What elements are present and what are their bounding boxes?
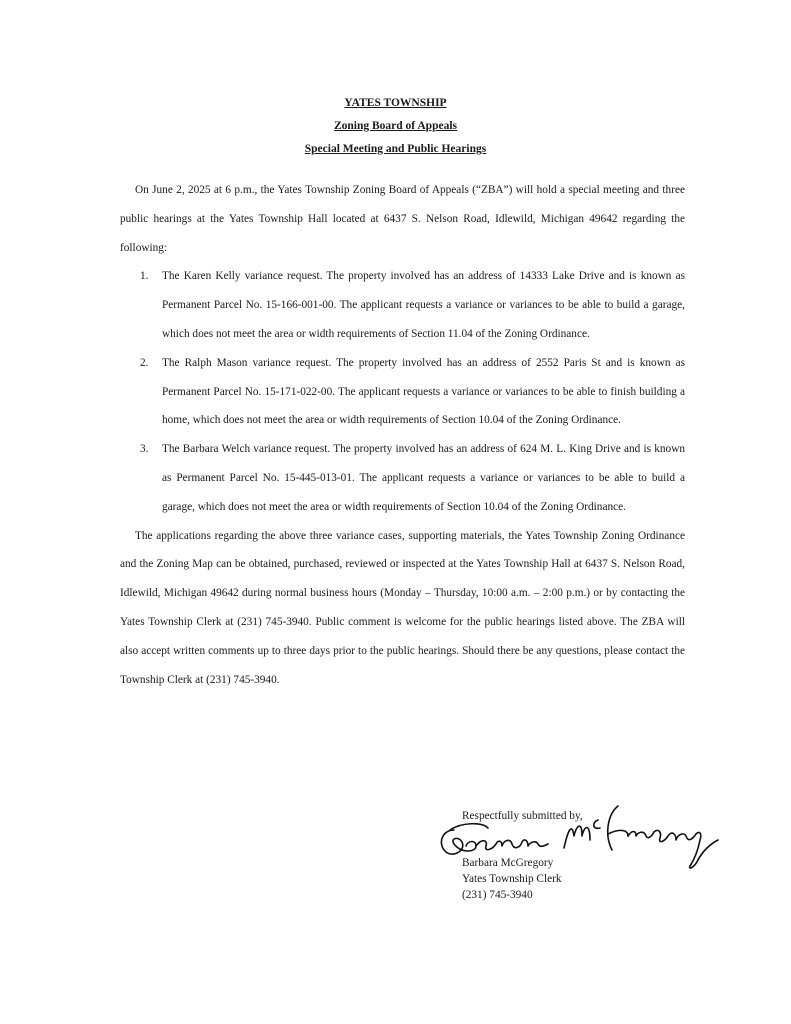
list-item bbox=[120, 349, 685, 435]
closing-paragraph: The applications regarding the above three variance cases, supporting materials, the Yates Township Zoning Ordinance and the Zoning Map can be obtained, purchased, reviewed or inspected at the Yates Township Hall at 6437 S. Nelson Road, Idlewild, Michigan 49642 during normal business hours (Monday – Thursday, 10:00 a.m. – 2:00 p.m.) or by contacting the Yates Township Clerk at (231) 745-3940. Public comment is welcome for the public hearings listed above. The ZBA will also accept written comments up to three days prior to the public hearings. Should there be any questions, please contact the Township Clerk at (231) 745-3940. bbox=[120, 529, 685, 686]
document-body bbox=[120, 176, 685, 694]
board-title: Zoning Board of Appeals bbox=[333, 120, 458, 132]
signature-block bbox=[462, 855, 562, 903]
document-header bbox=[0, 92, 791, 161]
list-item bbox=[120, 262, 685, 348]
meeting-title: Special Meeting and Public Hearings bbox=[304, 143, 487, 155]
list-item-number: 3. bbox=[140, 443, 149, 456]
signer-name: Barbara McGregory bbox=[462, 857, 554, 869]
list-item bbox=[120, 435, 685, 521]
list-item-number: 1. bbox=[140, 270, 149, 283]
intro-paragraph: On June 2, 2025 at 6 p.m., the Yates Township Zoning Board of Appeals (“ZBA”) will hold a special meeting and three public hearings at the Yates Township Hall located at 6437 S. Nelson Road, Idlewild, Michigan 49642 regarding the following: bbox=[120, 184, 685, 254]
list-item-text: The Ralph Mason variance request. The property involved has an address of 2552 Paris St and is known as Permanent Parcel No. 15-171-022-00. The applicant requests a variance or variances to be able to finish building a home, which does not meet the area or width requirements of Section 10.04 of the Zoning Ordinance. bbox=[162, 356, 685, 427]
list-item-text: The Barbara Welch variance request. The property involved has an address of 624 M. L. King Drive and is known as Permanent Parcel No. 15-445-013-01. The applicant requests a variance or variances to be able to build a garage, which does not meet the area or width requirements of Section 10.04 of the Zoning Ordinance. bbox=[162, 443, 685, 513]
signer-title: Yates Township Clerk bbox=[462, 873, 562, 885]
list-item-text: The Karen Kelly variance request. The property involved has an address of 14333 Lake Drive and is known as Permanent Parcel No. 15-166-001-00. The applicant requests a variance or variances to be able to build a garage, which does not meet the area or width requirements of Section 11.04 of the Zoning Ordinance. bbox=[162, 270, 685, 340]
township-title: YATES TOWNSHIP bbox=[344, 97, 447, 109]
variance-list bbox=[120, 262, 685, 521]
signer-phone: (231) 745-3940 bbox=[462, 889, 533, 901]
list-item-number: 2. bbox=[140, 356, 149, 369]
submitted-by-line: Respectfully submitted by, bbox=[462, 810, 583, 822]
